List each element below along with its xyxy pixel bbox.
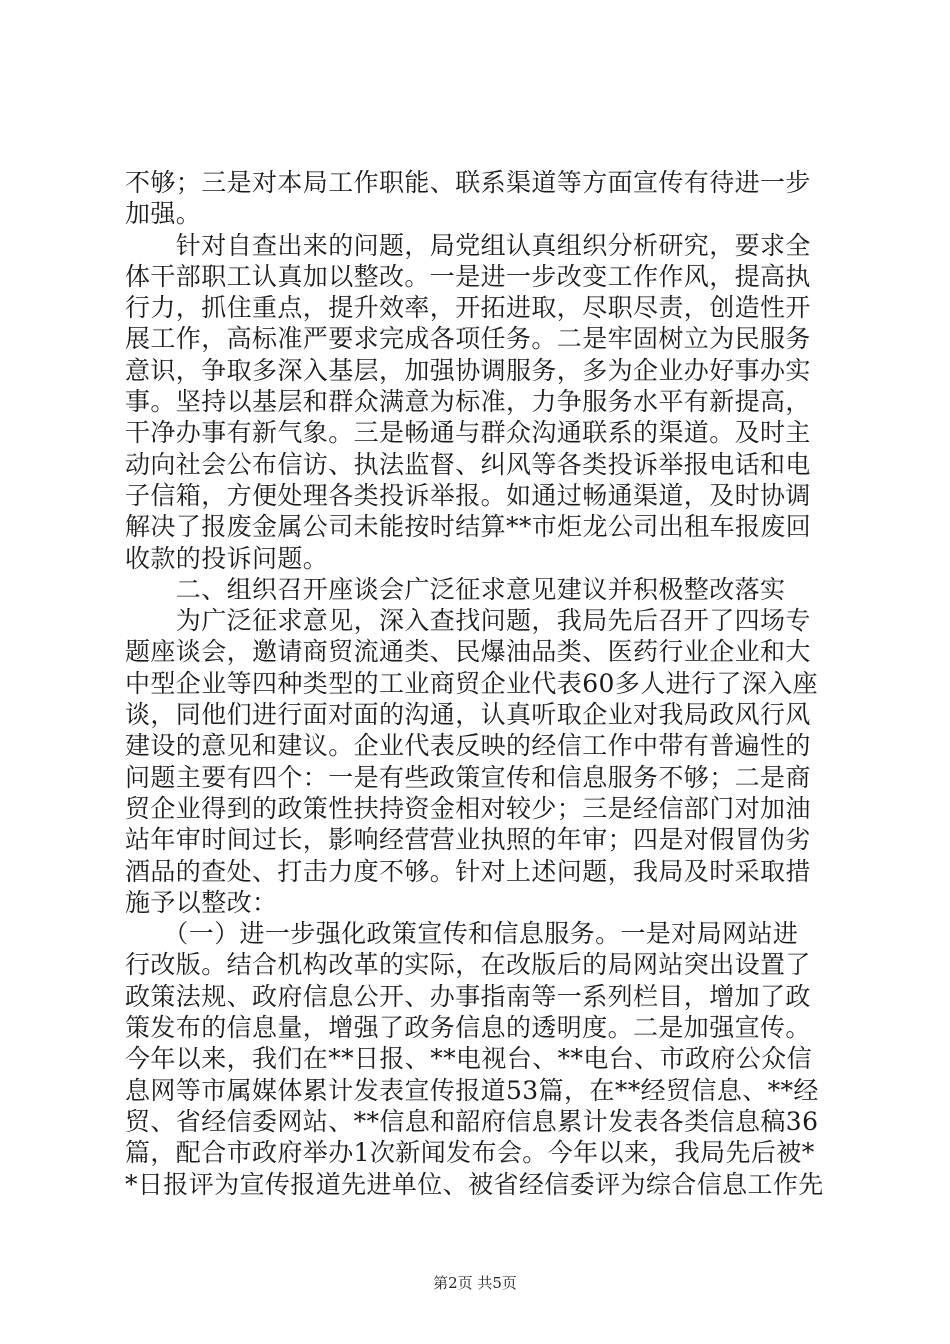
text-line: 策发布的信息量，增强了政务信息的透明度。二是加强宣传。: [125, 1013, 811, 1043]
section-heading: 二、组织召开座谈会广泛征求意见建议并积极整改落实: [125, 574, 786, 604]
text-line: 施予以整改：: [125, 887, 278, 917]
text-line: 站年审时间过长，影响经营营业执照的年审；四是对假冒伪劣: [125, 825, 811, 855]
text-line: 中型企业等四种类型的工业商贸企业代表60多人进行了深入座: [125, 668, 819, 698]
text-line: 题座谈会，邀请商贸流通类、民爆油品类、医药行业企业和大: [125, 637, 811, 667]
text-line: 问题主要有四个：一是有些政策宣传和信息服务不够；二是商: [125, 762, 811, 792]
text-line: 意识，争取多深入基层，加强协调服务，多为企业办好事办实: [125, 355, 811, 385]
text-line: 贸企业得到的政策性扶持资金相对较少；三是经信部门对加油: [125, 793, 811, 823]
text-line: 针对自查出来的问题，局党组认真组织分析研究，要求全: [125, 230, 811, 260]
text-line: 酒品的查处、打击力度不够。针对上述问题，我局及时采取措: [125, 856, 811, 886]
text-line: 贸、省经信委网站、**信息和韶府信息累计发表各类信息稿36: [125, 1106, 819, 1136]
text-line: 体干部职工认真加以整改。一是进一步改变工作作风，提高执: [125, 261, 811, 291]
text-line: （一）进一步强化政策宣传和信息服务。一是对局网站进: [125, 919, 799, 949]
text-line: 政策法规、政府信息公开、办事指南等一系列栏目，增加了政: [125, 981, 811, 1011]
text-line: 息网等市属媒体累计发表宣传报道53篇，在**经贸信息、**经: [125, 1075, 819, 1105]
text-line: 解决了报废金属公司未能按时结算**市炬龙公司出租车报废回: [125, 512, 812, 542]
page-footer: [0, 1272, 950, 1293]
text-line: *日报评为宣传报道先进单位、被省经信委评为综合信息工作先: [125, 1169, 824, 1199]
document-body: [125, 167, 825, 1200]
text-line: 今年以来，我们在**日报、**电视台、**电台、市政府公众信: [125, 1044, 813, 1074]
text-line: 行改版。结合机构改革的实际，在改版后的局网站突出设置了: [125, 950, 811, 980]
text-line: 篇，配合市政府举办1次新闻发布会。今年以来，我局先后被*: [125, 1138, 815, 1168]
text-line: 为广泛征求意见，深入查找问题，我局先后召开了四场专: [125, 606, 811, 636]
text-line: 谈，同他们进行面对面的沟通，认真听取企业对我局政风行风: [125, 700, 811, 730]
text-line: 事。坚持以基层和群众满意为标准，力争服务水平有新提高，: [125, 387, 811, 417]
text-line: 不够；三是对本局工作职能、联系渠道等方面宣传有待进一步: [125, 168, 811, 197]
text-line: 展工作，高标准严要求完成各项任务。二是牢固树立为民服务: [125, 324, 811, 354]
text-line: 收款的投诉问题。: [125, 543, 329, 573]
text-line: 干净办事有新气象。三是畅通与群众沟通联系的渠道。及时主: [125, 418, 811, 448]
text-line: 动向社会公布信访、执法监督、纠风等各类投诉举报电话和电: [125, 449, 811, 479]
text-line: 子信箱，方便处理各类投诉举报。如通过畅通渠道，及时协调: [125, 480, 811, 510]
text-line: 加强。: [125, 199, 202, 229]
text-line: 建设的意见和建议。企业代表反映的经信工作中带有普遍性的: [125, 731, 811, 761]
page-number: 第2页 共5页: [433, 1274, 517, 1292]
text-line: 行力，抓住重点，提升效率，开拓进取，尽职尽责，创造性开: [125, 293, 811, 323]
